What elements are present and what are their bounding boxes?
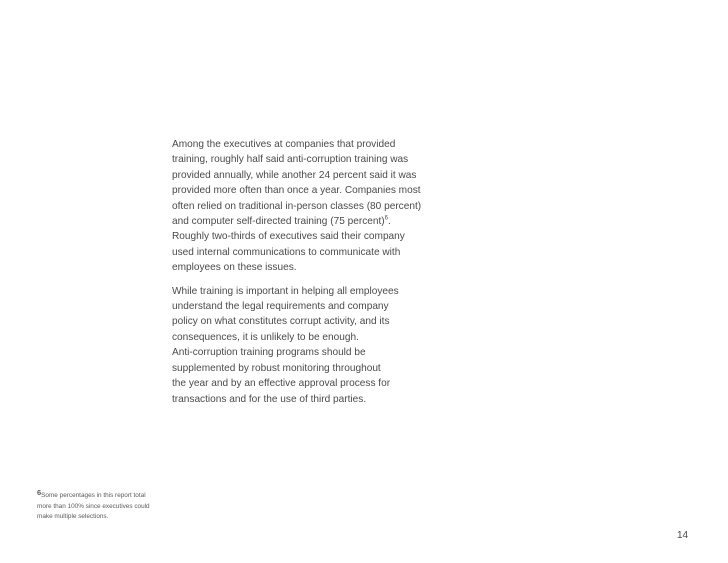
footnote	[37, 488, 167, 523]
paragraph-training-frequency	[172, 137, 442, 276]
text-line: employees on these issues.	[172, 262, 297, 274]
text-line: provided more often than once a year. Companies most	[172, 185, 421, 197]
paragraph-training-limits	[172, 284, 442, 407]
page-number: 14	[677, 530, 689, 541]
footnote-text-line: Some percentages in this report total	[41, 492, 146, 499]
text-line: understand the legal requirements and company	[172, 301, 389, 313]
main-text-column	[172, 137, 442, 407]
text-line: policy on what constitutes corrupt activity, and its	[172, 316, 390, 328]
text-line: and computer self-directed training (75 percent)	[172, 216, 385, 228]
text-line: Anti-corruption training programs should be	[172, 347, 366, 359]
text-line: the year and by an effective approval process for	[172, 378, 391, 390]
text-line: transactions and for the use of third parties.	[172, 393, 367, 405]
text-line: provided annually, while another 24 percent said it was	[172, 169, 417, 181]
footnote-reference: 6	[384, 215, 388, 222]
text-line: supplemented by robust monitoring throughout	[172, 362, 381, 374]
text-line: Among the executives at companies that provided	[172, 139, 396, 150]
text-line: While training is important in helping all employees	[172, 285, 399, 297]
footnote-text-line: make multiple selections.	[37, 513, 109, 521]
footnote-text-line: more than 100% since executives could	[37, 502, 150, 510]
text-line: training, roughly half said anti-corruption training was	[172, 154, 409, 166]
footnote-number: 6	[37, 488, 42, 497]
text-line: often relied on traditional in-person classes (80 percent)	[172, 200, 422, 212]
sentence-end: .	[387, 216, 391, 228]
text-line: Roughly two-thirds of executives said their company	[172, 231, 405, 243]
text-line-with-footnote	[172, 214, 442, 229]
footnote-first-line	[37, 488, 167, 502]
text-line: consequences, it is unlikely to be enough.	[172, 331, 359, 343]
text-line: used internal communications to communicate with	[172, 246, 401, 258]
